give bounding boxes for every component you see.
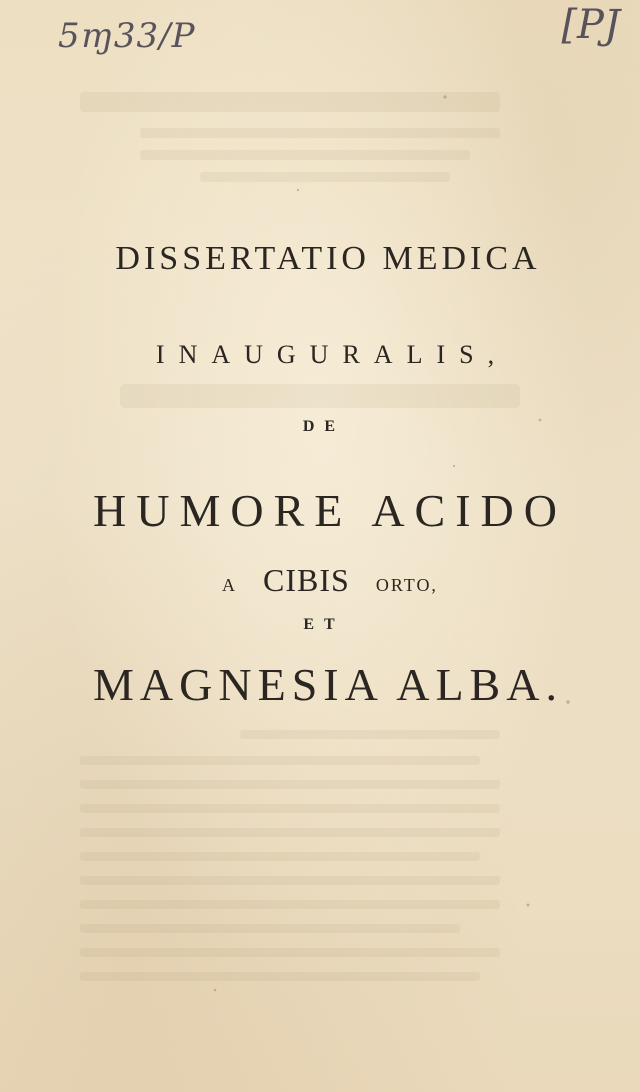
title-word-a: A xyxy=(222,575,238,595)
title-line-humore-acido: HUMORE ACIDO xyxy=(93,485,567,536)
title-line-de: DE xyxy=(302,418,346,435)
title-line-inauguralis: INAUGURALIS, xyxy=(155,340,509,369)
title-line-magnesia-alba: MAGNESIA ALBA. xyxy=(93,659,563,710)
title-line-a-cibis-orto xyxy=(0,562,640,599)
handwritten-shelfmark: 5ɱ33/P xyxy=(58,16,196,56)
title-line-dissertatio-medica: DISSERTATIO MEDICA xyxy=(115,240,541,277)
title-word-cibis: CIBIS xyxy=(263,562,350,598)
title-line-et: ET xyxy=(303,616,345,633)
handwritten-folio-mark: [PJ xyxy=(561,2,620,48)
title-word-orto: ORTO, xyxy=(375,575,438,595)
